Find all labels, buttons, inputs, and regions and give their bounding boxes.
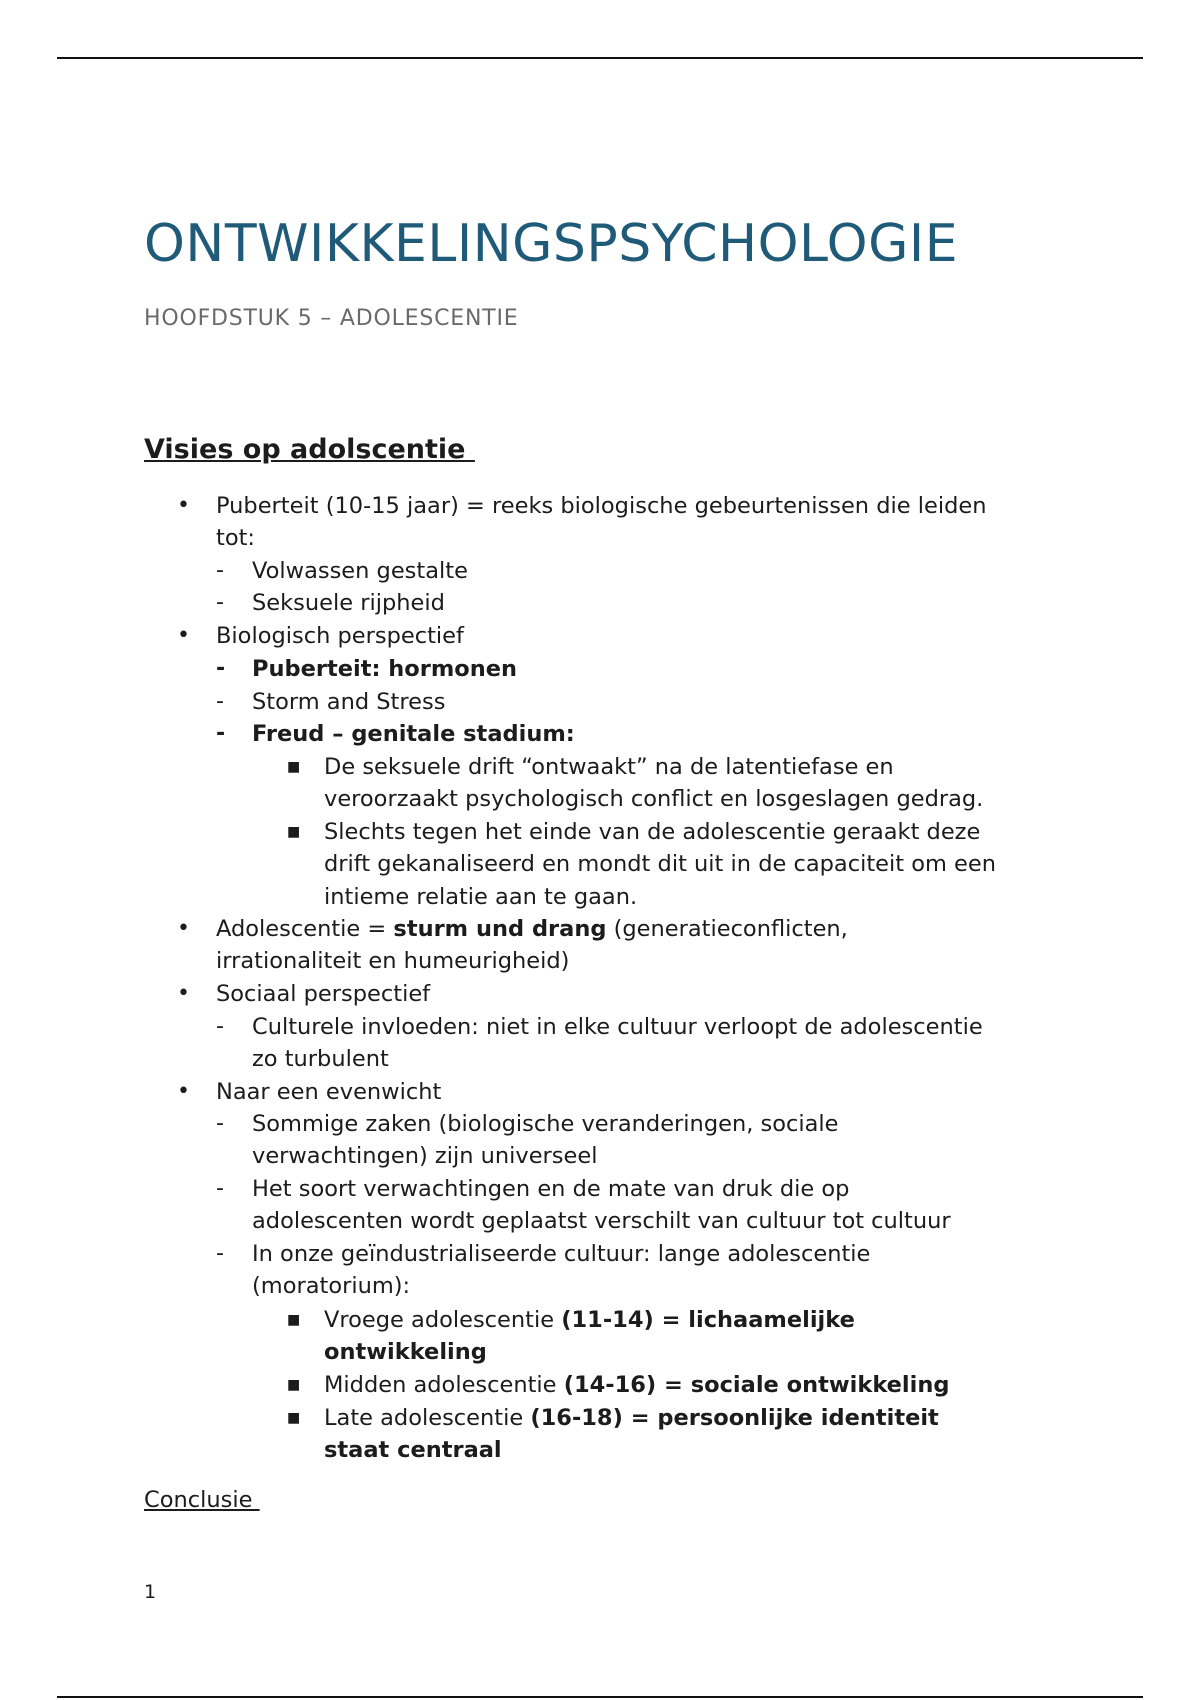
bullet-marker: • [177, 1079, 190, 1104]
list-item-late [324, 1402, 939, 1434]
document-subtitle: HOOFDSTUK 5 – ADOLESCENTIE [144, 306, 519, 331]
list-item-midden [324, 1369, 949, 1401]
sturm-und-drang: sturm und drang [393, 916, 607, 942]
list-item-cultureel: Culturele invloeden: niet in elke cultuur verloopt de adolescentie [252, 1014, 983, 1040]
top-rule [57, 57, 1143, 59]
list-item-soort-cont: adolescenten wordt geplaatst verschilt van cultuur tot cultuur [252, 1208, 951, 1234]
list-item-puberteit-cont: tot: [216, 525, 255, 551]
late-text: Late adolescentie [324, 1405, 531, 1431]
bullet-marker: • [177, 623, 190, 648]
list-item-drift-cont: veroorzaakt psychologisch conflict en losgeslagen gedrag. [324, 786, 984, 812]
square-marker: ■ [287, 1312, 301, 1328]
dash-marker: - [216, 590, 224, 615]
list-item-onze-cont: (moratorium): [252, 1273, 411, 1299]
vroege-bold: (11-14) = lichaamelijke [561, 1307, 855, 1333]
list-item-slechts-cont2: intieme relatie aan te gaan. [324, 884, 638, 910]
adolescentie-text: Adolescentie = [216, 916, 394, 942]
section-heading: Visies op adolscentie [144, 434, 475, 465]
list-item-sociaal: Sociaal perspectief [216, 981, 431, 1007]
list-item-seksuele: Seksuele rijpheid [252, 590, 445, 616]
dash-marker: - [216, 689, 224, 714]
list-item-slechts-cont: drift gekanaliseerd en mondt dit uit in de capaciteit om een [324, 851, 996, 877]
dash-marker: - [216, 1111, 224, 1136]
bullet-marker: • [177, 493, 190, 518]
list-item-volwassen: Volwassen gestalte [252, 558, 468, 584]
document-title: ONTWIKKELINGSPSYCHOLOGIE [144, 214, 959, 274]
adolescentie-text-post: (generatieconflicten, [606, 916, 848, 942]
dash-marker: - [216, 1241, 224, 1266]
dash-marker: - [216, 1176, 224, 1201]
list-item-freud: Freud – genitale stadium: [252, 721, 575, 747]
midden-text: Midden adolescentie [324, 1372, 564, 1398]
list-item-slechts: Slechts tegen het einde van de adolescentie geraakt deze [324, 819, 981, 845]
dash-marker: - [216, 1014, 224, 1039]
list-item-adolescentie-cont: irrationaliteit en humeurigheid) [216, 948, 570, 974]
list-item-puberteit: Puberteit (10-15 jaar) = reeks biologische gebeurtenissen die leiden [216, 493, 987, 519]
list-item-storm: Storm and Stress [252, 689, 446, 715]
late-bold: (16-18) = persoonlijke identiteit [530, 1405, 939, 1431]
bullet-marker: • [177, 981, 190, 1006]
bullet-marker: • [177, 916, 190, 941]
dash-marker: - [216, 656, 226, 681]
square-marker: ■ [287, 1410, 301, 1426]
list-item-late-cont: staat centraal [324, 1437, 502, 1463]
conclusie-heading: Conclusie [144, 1487, 260, 1513]
list-item-biologisch: Biologisch perspectief [216, 623, 464, 649]
list-item-vroege-cont: ontwikkeling [324, 1339, 487, 1365]
list-item-adolescentie [216, 913, 848, 945]
square-marker: ■ [287, 759, 301, 775]
vroege-text: Vroege adolescentie [324, 1307, 562, 1333]
dash-marker: - [216, 721, 226, 746]
list-item-onze: In onze geïndustrialiseerde cultuur: lange adolescentie [252, 1241, 871, 1267]
bottom-rule [57, 1696, 1143, 1698]
page-number: 1 [144, 1581, 157, 1603]
dash-marker: - [216, 558, 224, 583]
square-marker: ■ [287, 824, 301, 840]
list-item-vroege [324, 1304, 855, 1336]
list-item-soort: Het soort verwachtingen en de mate van druk die op [252, 1176, 850, 1202]
square-marker: ■ [287, 1377, 301, 1393]
list-item-cultureel-cont: zo turbulent [252, 1046, 389, 1072]
list-item-drift: De seksuele drift “ontwaakt” na de latentiefase en [324, 754, 894, 780]
list-item-hormonen: Puberteit: hormonen [252, 656, 518, 682]
list-item-evenwicht: Naar een evenwicht [216, 1079, 442, 1105]
list-item-sommige-cont: verwachtingen) zijn universeel [252, 1143, 598, 1169]
midden-bold: (14-16) = sociale ontwikkeling [563, 1372, 950, 1398]
list-item-sommige: Sommige zaken (biologische veranderingen, sociale [252, 1111, 839, 1137]
